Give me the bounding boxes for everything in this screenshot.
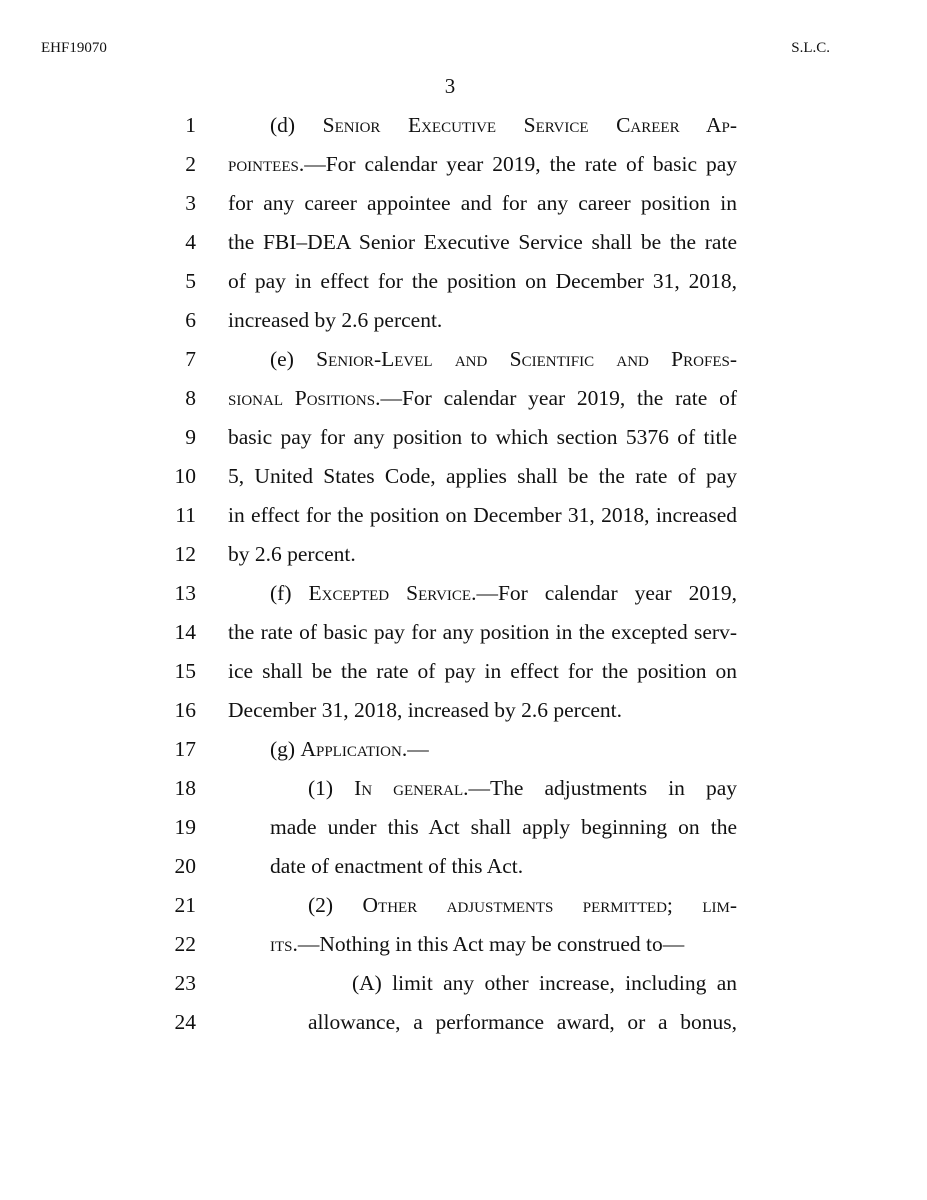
text-segment: by 2.6 percent.: [228, 542, 356, 566]
line-text: [228, 223, 737, 262]
line-text: [228, 301, 737, 340]
line-text: [308, 769, 737, 808]
line-number: 22: [174, 932, 196, 956]
line-number: 24: [174, 1010, 196, 1034]
line-number: 23: [174, 971, 196, 995]
text-segment: ice shall be the rate of pay in effect for the position on: [228, 659, 737, 683]
bill-text: [0, 106, 927, 1042]
small-caps-heading: Other adjustments permitted; lim-: [362, 893, 737, 917]
small-caps-heading: In general: [354, 776, 464, 800]
line-text: [228, 379, 737, 418]
text-line: [0, 925, 927, 964]
text-segment: (f): [270, 581, 309, 605]
line-text: [228, 418, 737, 457]
line-text: [228, 496, 737, 535]
document-id: EHF19070: [41, 40, 107, 56]
line-text: [270, 925, 737, 964]
line-number: 10: [174, 464, 196, 488]
line-number: 19: [174, 815, 196, 839]
text-segment: (A) limit any other increase, including an: [352, 971, 737, 995]
small-caps-heading: Senior-Level and Scientific and Profes-: [316, 347, 737, 371]
text-line: [0, 145, 927, 184]
small-caps-heading: its: [270, 932, 293, 956]
line-number: 13: [174, 581, 196, 605]
text-line: [0, 496, 927, 535]
text-segment: allowance, a performance award, or a bonus,: [308, 1010, 737, 1034]
text-line: [0, 808, 927, 847]
line-text: [270, 730, 737, 769]
line-text: [352, 964, 737, 1003]
small-caps-heading: Excepted Service: [308, 581, 472, 605]
line-number: 21: [174, 893, 196, 917]
line-number: 2: [185, 152, 196, 176]
line-number: 15: [174, 659, 196, 683]
text-line: [0, 691, 927, 730]
text-segment: (g): [270, 737, 301, 761]
text-line: [0, 613, 927, 652]
text-segment: December 31, 2018, increased by 2.6 percent.: [228, 698, 623, 722]
small-caps-heading: Application: [300, 737, 402, 761]
text-line: [0, 730, 927, 769]
text-segment: basic pay for any position to which section 5376 of title: [228, 425, 737, 449]
text-line: [0, 886, 927, 925]
text-segment: .—The adjustments in pay: [463, 776, 737, 800]
text-segment: the FBI–DEA Senior Executive Service shall be the rate: [228, 230, 737, 254]
line-text: [228, 184, 737, 223]
text-segment: (d): [270, 113, 323, 137]
text-segment: (1): [308, 776, 355, 800]
small-caps-heading: sional Positions: [228, 386, 376, 410]
line-text: [270, 574, 737, 613]
line-number: 20: [174, 854, 196, 878]
page-number: 3: [444, 74, 456, 98]
text-segment: made under this Act shall apply beginning on the: [270, 815, 737, 839]
text-line: [0, 184, 927, 223]
text-line: [0, 340, 927, 379]
text-line: [0, 769, 927, 808]
line-number: 4: [185, 230, 196, 254]
text-segment: of pay in effect for the position on December 31, 2018,: [228, 269, 737, 293]
text-segment: .—For calendar year 2019,: [471, 581, 737, 605]
text-line: [0, 457, 927, 496]
line-text: [270, 340, 737, 379]
line-number: 5: [185, 269, 196, 293]
line-text: [228, 145, 737, 184]
line-number: 18: [174, 776, 196, 800]
line-number: 9: [185, 425, 196, 449]
line-number: 17: [174, 737, 196, 761]
text-segment: the rate of basic pay for any position in the excepted serv-: [228, 620, 737, 644]
text-line: [0, 301, 927, 340]
line-number: 3: [185, 191, 196, 215]
line-number: 1: [185, 113, 196, 137]
text-line: [0, 418, 927, 457]
line-number: 7: [185, 347, 196, 371]
line-text: [228, 613, 737, 652]
text-segment: for any career appointee and for any career position in: [228, 191, 737, 215]
line-text: [308, 1003, 737, 1042]
text-segment: .—For calendar year 2019, the rate of basic pay: [298, 152, 737, 176]
text-line: [0, 262, 927, 301]
line-number: 11: [175, 503, 196, 527]
line-number: 12: [174, 542, 196, 566]
line-text: [228, 535, 737, 574]
text-segment: 5, United States Code, applies shall be the rate of pay: [228, 464, 737, 488]
line-text: [270, 106, 737, 145]
line-text: [228, 457, 737, 496]
text-line: [0, 379, 927, 418]
text-line: [0, 964, 927, 1003]
text-segment: (2): [308, 893, 363, 917]
text-segment: .—Nothing in this Act may be construed to—: [292, 932, 685, 956]
text-line: [0, 1003, 927, 1042]
text-segment: increased by 2.6 percent.: [228, 308, 443, 332]
line-text: [270, 808, 737, 847]
small-caps-heading: Senior Executive Service Career Ap-: [322, 113, 737, 137]
text-line: [0, 535, 927, 574]
text-segment: .—: [401, 737, 429, 761]
slc-label: S.L.C.: [791, 40, 830, 56]
line-number: 16: [174, 698, 196, 722]
line-text: [270, 847, 737, 886]
line-number: 14: [174, 620, 196, 644]
text-line: [0, 106, 927, 145]
line-text: [228, 652, 737, 691]
text-segment: date of enactment of this Act.: [270, 854, 524, 878]
text-line: [0, 223, 927, 262]
text-segment: (e): [270, 347, 317, 371]
small-caps-heading: pointees: [228, 152, 299, 176]
text-line: [0, 574, 927, 613]
text-segment: in effect for the position on December 31, 2018, increased: [228, 503, 737, 527]
line-number: 8: [185, 386, 196, 410]
line-text: [308, 886, 737, 925]
text-line: [0, 847, 927, 886]
line-text: [228, 262, 737, 301]
text-segment: .—For calendar year 2019, the rate of: [375, 386, 737, 410]
line-number: 6: [185, 308, 196, 332]
text-line: [0, 652, 927, 691]
line-text: [228, 691, 737, 730]
